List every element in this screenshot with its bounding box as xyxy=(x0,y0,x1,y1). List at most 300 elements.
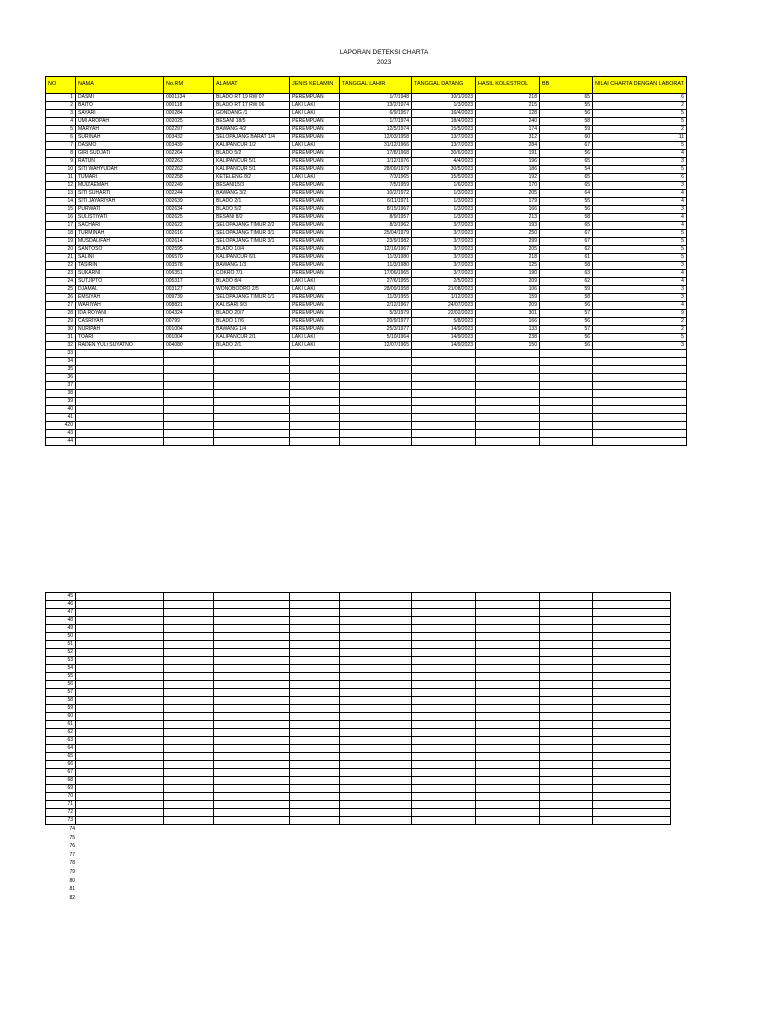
table-cell: 1/3/2023 xyxy=(412,206,476,214)
table-cell: 32 xyxy=(46,342,76,350)
table-cell xyxy=(476,713,540,721)
table-cell: 193 xyxy=(476,222,540,230)
table-cell: BLADO RT 19 RW 07 xyxy=(214,94,290,102)
table-cell: 67 xyxy=(540,142,593,150)
table-cell: 1/3/2023 xyxy=(412,102,476,110)
table-cell xyxy=(476,745,540,753)
table-cell xyxy=(540,641,593,649)
table-cell xyxy=(214,681,290,689)
table-cell: 56 xyxy=(46,681,76,689)
table-row xyxy=(46,430,687,438)
table-cell: 61 xyxy=(540,254,593,262)
table-cell: 002616 xyxy=(164,230,214,238)
table-cell xyxy=(340,705,412,713)
table-cell xyxy=(76,438,164,446)
table-cell xyxy=(540,753,593,761)
table-cell xyxy=(412,390,476,398)
report-title: LAPORAN DETEKSI CHARTA xyxy=(339,49,429,56)
table-cell xyxy=(340,761,412,769)
table-cell xyxy=(412,406,476,414)
table-cell: 2 xyxy=(593,126,687,134)
table-cell: 11/3/1955 xyxy=(340,294,412,302)
table-cell xyxy=(476,769,540,777)
table-cell xyxy=(340,430,412,438)
row-number: 81 xyxy=(69,886,75,893)
table-cell: 3/7/2023 xyxy=(412,222,476,230)
table-cell: 65 xyxy=(540,222,593,230)
table-cell xyxy=(214,350,290,358)
table-cell xyxy=(290,358,340,366)
table-cell: 301 xyxy=(476,310,540,318)
table-cell: 4 xyxy=(593,270,687,278)
table-cell xyxy=(164,398,214,406)
table-cell xyxy=(164,769,214,777)
table-cell xyxy=(476,422,540,430)
table-cell xyxy=(340,422,412,430)
table-cell: 68 xyxy=(46,777,76,785)
table-cell: PEREMPUAN xyxy=(290,270,340,278)
table-cell: 3/7/2023 xyxy=(412,270,476,278)
table-cell xyxy=(214,785,290,793)
table-cell xyxy=(290,689,340,697)
table-cell: 1/12/2023 xyxy=(412,294,476,302)
table-cell xyxy=(340,665,412,673)
table-cell: 25/04/1979 xyxy=(340,230,412,238)
table-cell: 63 xyxy=(540,270,593,278)
table-cell: 133 xyxy=(476,326,540,334)
table-cell xyxy=(164,793,214,801)
table-cell xyxy=(164,681,214,689)
table-cell: BLADO 8/4 xyxy=(214,278,290,286)
table-cell xyxy=(214,705,290,713)
table-cell xyxy=(412,414,476,422)
table-cell: PEREMPUAN xyxy=(290,182,340,190)
table-cell xyxy=(340,697,412,705)
table-cell: 24/07/2023 xyxy=(412,302,476,310)
table-cell xyxy=(540,729,593,737)
table-cell: 002263 xyxy=(164,158,214,166)
table-cell xyxy=(476,414,540,422)
table-cell: 54 xyxy=(46,665,76,673)
table-cell xyxy=(476,350,540,358)
table-cell xyxy=(412,438,476,446)
table-cell xyxy=(593,406,687,414)
table-cell: PEREMPUAN xyxy=(290,326,340,334)
table-cell xyxy=(412,729,476,737)
table-row xyxy=(46,174,687,182)
table-cell xyxy=(340,414,412,422)
row-number: 78 xyxy=(69,860,75,867)
table-cell xyxy=(476,801,540,809)
table-cell: 1/7/1948 xyxy=(340,94,412,102)
table-cell xyxy=(164,777,214,785)
table-cell xyxy=(476,398,540,406)
table-cell xyxy=(540,697,593,705)
table-cell: 23/9/1982 xyxy=(340,238,412,246)
table-cell: PEREMPUAN xyxy=(290,310,340,318)
table-cell xyxy=(412,641,476,649)
table-cell: 5 xyxy=(593,110,687,118)
table-cell xyxy=(164,673,214,681)
table-row xyxy=(46,745,671,753)
table-cell xyxy=(340,358,412,366)
table-cell: 3 xyxy=(593,206,687,214)
table-cell: 58 xyxy=(46,697,76,705)
table-cell: 12/5/1974 xyxy=(340,126,412,134)
table-cell: 5 xyxy=(593,254,687,262)
table-cell: 2 xyxy=(46,102,76,110)
table-cell xyxy=(164,809,214,817)
table-cell xyxy=(214,625,290,633)
table-cell xyxy=(476,665,540,673)
table-cell: 5 xyxy=(593,334,687,342)
table-cell: 41 xyxy=(46,414,76,422)
table-cell xyxy=(290,745,340,753)
table-cell xyxy=(593,438,687,446)
table-cell: 55 xyxy=(540,102,593,110)
table-cell: 49 xyxy=(46,625,76,633)
table-cell: 10/2/1972 xyxy=(340,190,412,198)
table-row xyxy=(46,801,671,809)
table-cell xyxy=(76,430,164,438)
table-cell xyxy=(340,350,412,358)
table-cell: 46 xyxy=(46,601,76,609)
table-row xyxy=(46,673,671,681)
table-row xyxy=(46,310,687,318)
table-cell: SITI JAYARIYAH xyxy=(76,198,164,206)
table-cell xyxy=(76,617,164,625)
table-cell xyxy=(76,817,164,825)
table-cell xyxy=(593,398,687,406)
table-cell xyxy=(340,689,412,697)
table-cell xyxy=(76,729,164,737)
table-cell: 215 xyxy=(476,102,540,110)
table-cell xyxy=(164,617,214,625)
table-cell xyxy=(164,801,214,809)
table-cell: DASMO xyxy=(76,142,164,150)
table-cell: 14/9/2023 xyxy=(412,326,476,334)
table-cell xyxy=(76,809,164,817)
table-cell: 17/8/1968 xyxy=(340,150,412,158)
table-cell xyxy=(476,382,540,390)
table-cell: KALIPANCUR 1/2 xyxy=(214,142,290,150)
table-cell xyxy=(412,382,476,390)
table-cell xyxy=(76,673,164,681)
table-cell xyxy=(476,374,540,382)
table-cell: 9 xyxy=(46,158,76,166)
table-cell xyxy=(214,745,290,753)
table-cell: 57 xyxy=(46,689,76,697)
table-cell xyxy=(540,665,593,673)
table-cell: 8/15/1967 xyxy=(340,206,412,214)
table-cell: 53 xyxy=(46,657,76,665)
table-cell: 33 xyxy=(46,350,76,358)
table-cell xyxy=(164,753,214,761)
table-cell: COKRO 7/1 xyxy=(214,270,290,278)
table-cell xyxy=(476,601,540,609)
table-row xyxy=(46,326,687,334)
table-row xyxy=(46,126,687,134)
table-cell xyxy=(214,665,290,673)
table-cell xyxy=(540,745,593,753)
table-cell: 3 xyxy=(593,286,687,294)
table-cell: 17/06/1965 xyxy=(340,270,412,278)
table-cell: UMI AROPAH xyxy=(76,118,164,126)
table-row xyxy=(46,118,687,126)
table-cell xyxy=(540,777,593,785)
table-cell xyxy=(593,601,671,609)
row-number: 75 xyxy=(69,834,75,841)
table-cell: PEREMPUAN xyxy=(290,246,340,254)
table-cell xyxy=(214,729,290,737)
table-cell: 5 xyxy=(593,166,687,174)
table-cell: 420 xyxy=(46,422,76,430)
table-cell: 22 xyxy=(46,262,76,270)
table-cell: No.RM xyxy=(164,77,214,94)
table-cell: 57 xyxy=(540,310,593,318)
table-cell xyxy=(164,689,214,697)
table-cell xyxy=(540,801,593,809)
table-cell xyxy=(164,406,214,414)
table-cell xyxy=(593,665,671,673)
table-cell: 006351 xyxy=(164,270,214,278)
table-row xyxy=(46,438,687,446)
table-cell xyxy=(164,737,214,745)
table-cell: 51 xyxy=(46,641,76,649)
table-cell: BESANI 8/2 xyxy=(214,214,290,222)
table-row xyxy=(46,649,671,657)
table-cell: 006570 xyxy=(164,254,214,262)
table-cell: 27 xyxy=(46,302,76,310)
table-cell: 20/9/1977 xyxy=(340,318,412,326)
table-cell: 62 xyxy=(540,278,593,286)
table-cell xyxy=(476,430,540,438)
table-cell xyxy=(412,665,476,673)
table-cell: 6 xyxy=(593,174,687,182)
table-cell: KETELENG 8/2 xyxy=(214,174,290,182)
table-cell: BLADO RT 17 RW 06 xyxy=(214,102,290,110)
table-cell: 008821 xyxy=(164,302,214,310)
table-cell xyxy=(540,769,593,777)
table-cell xyxy=(593,414,687,422)
table-cell xyxy=(412,793,476,801)
table-row xyxy=(46,270,687,278)
table-cell xyxy=(290,713,340,721)
table-cell xyxy=(76,601,164,609)
table-cell xyxy=(214,777,290,785)
table-cell: 009739 xyxy=(164,294,214,302)
table-cell xyxy=(164,641,214,649)
table-cell xyxy=(76,390,164,398)
table-row xyxy=(46,665,671,673)
table-cell: NO xyxy=(46,77,76,94)
table-cell: SITI SUHARTI xyxy=(76,190,164,198)
table-cell xyxy=(164,374,214,382)
table-cell xyxy=(290,649,340,657)
table-cell xyxy=(214,438,290,446)
table-cell: 14 xyxy=(46,198,76,206)
table-cell xyxy=(290,390,340,398)
table-cell: 002614 xyxy=(164,238,214,246)
table-cell xyxy=(214,673,290,681)
table-cell: GIRI SUDJATI xyxy=(76,150,164,158)
table-cell: 3 xyxy=(593,158,687,166)
table-cell xyxy=(340,406,412,414)
table-cell: 67 xyxy=(540,230,593,238)
table-cell: 209 xyxy=(476,278,540,286)
table-cell xyxy=(340,641,412,649)
table-cell: 12 xyxy=(46,182,76,190)
table-cell: 65 xyxy=(46,753,76,761)
table-cell xyxy=(214,801,290,809)
table-cell: 4 xyxy=(593,302,687,310)
table-cell: 17 xyxy=(46,222,76,230)
table-cell: 8/3/1962 xyxy=(340,222,412,230)
table-row xyxy=(46,689,671,697)
table-row xyxy=(46,350,687,358)
table-cell: 205 xyxy=(476,246,540,254)
table-cell xyxy=(540,649,593,657)
table-cell xyxy=(164,625,214,633)
table-cell: 205 xyxy=(476,190,540,198)
table-row xyxy=(46,641,671,649)
table-cell: 12/16/1967 xyxy=(340,246,412,254)
table-cell xyxy=(476,705,540,713)
table-cell xyxy=(593,721,671,729)
table-cell: SUKARNI xyxy=(76,270,164,278)
table-cell: TANGGAL LAHIR xyxy=(340,77,412,94)
table-cell: PEREMPUAN xyxy=(290,318,340,326)
table-row xyxy=(46,785,671,793)
table-cell: SALINI xyxy=(76,254,164,262)
table-cell: JENIS KELAMIN xyxy=(290,77,340,94)
table-cell xyxy=(476,358,540,366)
table-cell: BB xyxy=(540,77,593,94)
table-cell xyxy=(476,657,540,665)
table-cell: 240 xyxy=(476,118,540,126)
table-cell: 5/10/1964 xyxy=(340,334,412,342)
table-cell: 13 xyxy=(46,190,76,198)
table-cell: 14/9/2023 xyxy=(412,342,476,350)
table-cell: 000284 xyxy=(164,110,214,118)
table-cell: PURWATI xyxy=(76,206,164,214)
table-cell xyxy=(593,625,671,633)
table-cell xyxy=(412,697,476,705)
table-cell: 7 xyxy=(46,142,76,150)
table-cell xyxy=(540,358,593,366)
table-cell xyxy=(412,745,476,753)
table-cell: PEREMPUAN xyxy=(290,222,340,230)
table-cell: 67 xyxy=(540,238,593,246)
table-cell xyxy=(593,374,687,382)
table-cell xyxy=(340,745,412,753)
table-cell xyxy=(540,390,593,398)
table-cell: 56 xyxy=(540,206,593,214)
table-cell: 64 xyxy=(540,190,593,198)
table-cell: 190 xyxy=(476,270,540,278)
table-cell: 3/7/2023 xyxy=(412,254,476,262)
table-cell xyxy=(540,705,593,713)
table-cell xyxy=(593,689,671,697)
table-cell: 16/4/2023 xyxy=(412,110,476,118)
table-cell xyxy=(412,705,476,713)
table-cell: 3/7/2023 xyxy=(412,238,476,246)
table-cell: 59 xyxy=(46,705,76,713)
table-row xyxy=(46,737,671,745)
table-cell: DASMI xyxy=(76,94,164,102)
table-cell: 13/7/2023 xyxy=(412,142,476,150)
table-cell: 5 xyxy=(593,238,687,246)
table-cell xyxy=(593,609,671,617)
table-cell xyxy=(593,793,671,801)
table-row xyxy=(46,382,687,390)
table-cell: 55 xyxy=(540,198,593,206)
table-cell xyxy=(76,705,164,713)
table-cell: SITI WAHYUDAH xyxy=(76,166,164,174)
table-cell xyxy=(290,601,340,609)
table-row xyxy=(46,657,671,665)
table-cell: 00799 xyxy=(164,318,214,326)
table-cell: 4 xyxy=(593,222,687,230)
table-cell: PEREMPUAN xyxy=(290,94,340,102)
table-cell: TUMARI xyxy=(76,174,164,182)
table-cell xyxy=(412,657,476,665)
table-cell xyxy=(214,382,290,390)
table-cell: 002258 xyxy=(164,174,214,182)
table-cell xyxy=(164,633,214,641)
table-cell: 65 xyxy=(540,94,593,102)
table-cell: RATUN xyxy=(76,158,164,166)
table-cell xyxy=(76,366,164,374)
table-cell: MARYAH xyxy=(76,126,164,134)
table-cell xyxy=(412,721,476,729)
table-cell: 34 xyxy=(46,358,76,366)
table-cell xyxy=(593,817,671,825)
table-cell xyxy=(540,438,593,446)
table-cell: 12/03/1958 xyxy=(340,134,412,142)
table-cell: TANGGAL DATANG xyxy=(412,77,476,94)
table-cell xyxy=(290,721,340,729)
table-row xyxy=(46,246,687,254)
table-row xyxy=(46,593,671,601)
table-cell xyxy=(476,390,540,398)
table-cell xyxy=(593,713,671,721)
table-cell: 65 xyxy=(540,174,593,182)
table-cell xyxy=(290,761,340,769)
table-cell xyxy=(214,697,290,705)
table-cell xyxy=(290,673,340,681)
table-cell xyxy=(540,593,593,601)
table-cell: PEREMPUAN xyxy=(290,302,340,310)
table-cell: 3/7/2023 xyxy=(412,262,476,270)
table-cell: 5/8/2023 xyxy=(412,318,476,326)
table-cell: 106 xyxy=(476,286,540,294)
table-row xyxy=(46,334,687,342)
table-row xyxy=(46,769,671,777)
table-cell xyxy=(412,374,476,382)
table-cell xyxy=(76,761,164,769)
table-cell: SELOPAJANG TIMUR 3/1 xyxy=(214,238,290,246)
table-cell xyxy=(76,406,164,414)
table-cell: 2/12/1967 xyxy=(340,302,412,310)
table-cell: 166 xyxy=(476,206,540,214)
table-cell xyxy=(476,438,540,446)
table-cell xyxy=(593,350,687,358)
table-cell: 18/4/2023 xyxy=(412,118,476,126)
table-cell: 5 xyxy=(593,118,687,126)
table-cell xyxy=(76,697,164,705)
table-cell xyxy=(290,793,340,801)
